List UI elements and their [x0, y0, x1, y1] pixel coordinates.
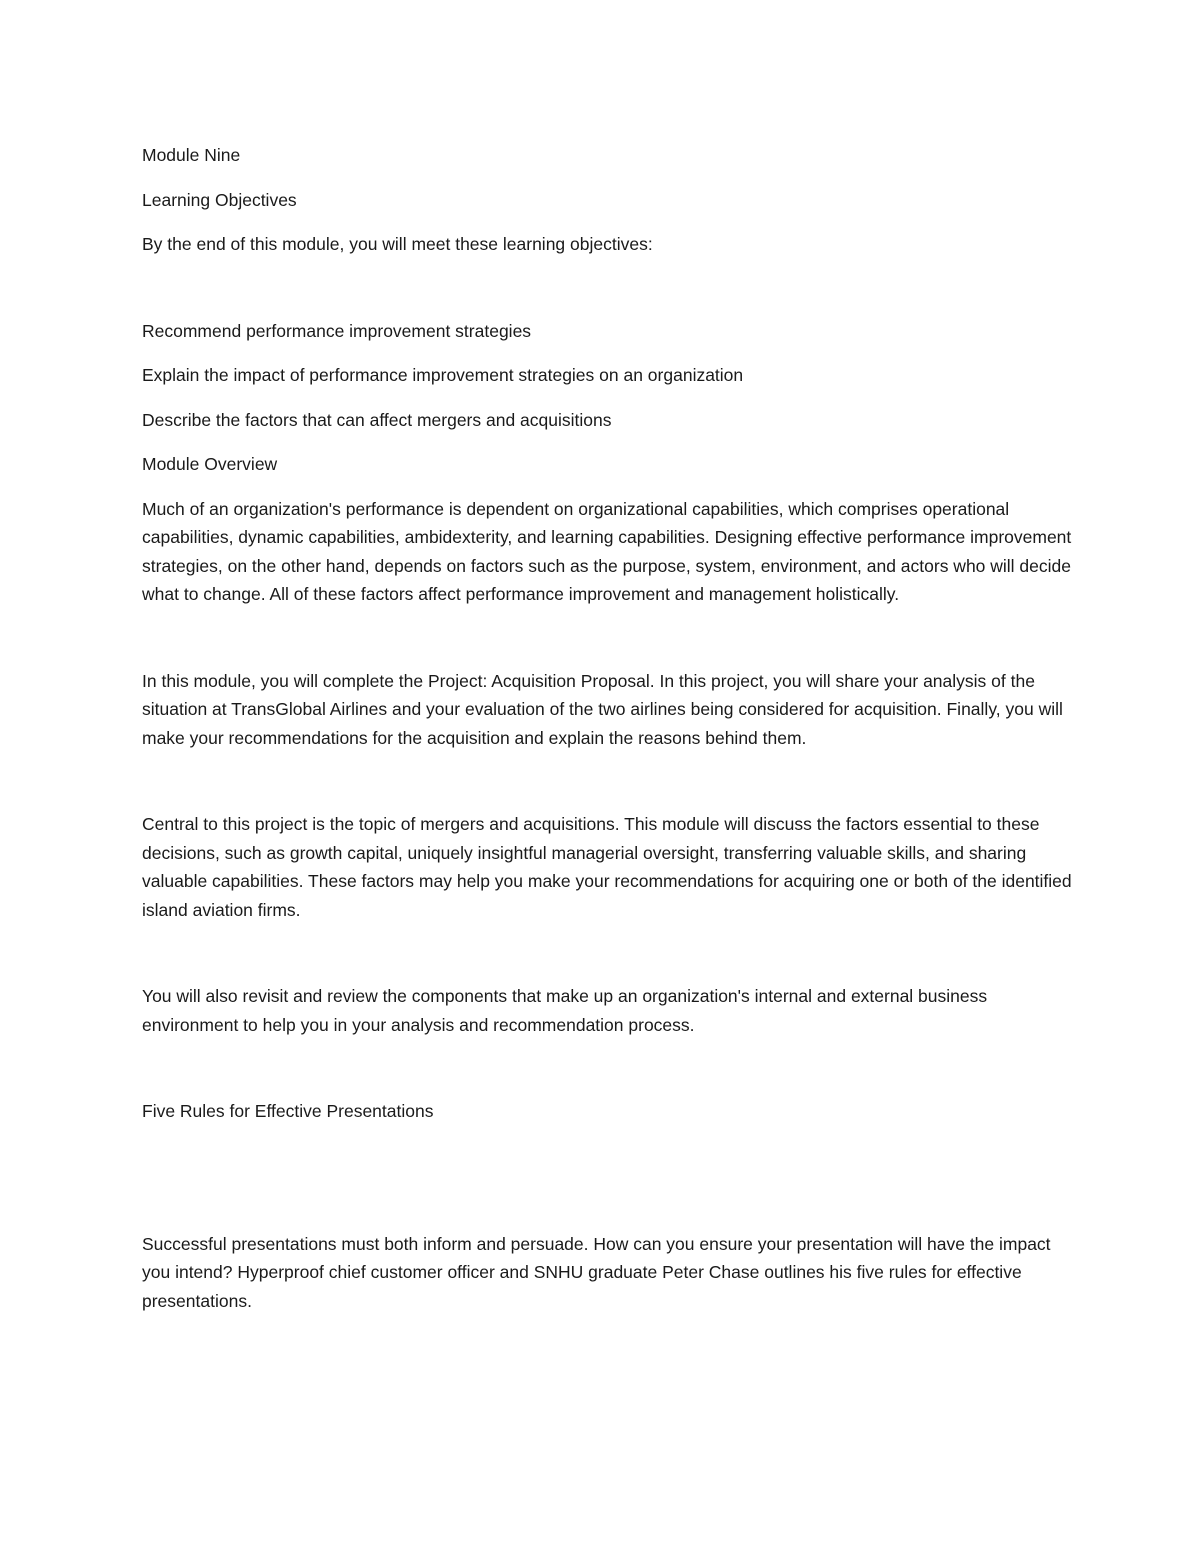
overview-paragraph: You will also revisit and review the components that make up an organization's internal and external business environment to help you in your analysis and recommendation process. — [142, 986, 988, 1035]
objective-item: Describe the factors that can affect mergers and acquisitions — [142, 409, 612, 430]
overview-paragraph: In this module, you will complete the Project: Acquisition Proposal. In this project, you will share your analysis of the situation at TransGlobal Airlines and your evaluation of the two airlines being considered for acquisition. Finally, you will make your recommendations for the acquisition and explain the reasons behind them. — [142, 670, 1063, 748]
objective-item: Explain the impact of performance improvement strategies on an organization — [142, 365, 744, 385]
module-title: Module Nine — [142, 145, 241, 165]
overview-paragraph: Much of an organization's performance is dependent on organizational capabilities, which comprises operational capabilities, dynamic capabilities, ambidexterity, and learning capabilities. Designing effective performance improvement strategies, on the other hand, depends on factors such as the purpose, system, environment, and actors who will decide what to change. All of these factors affect performance improvement and management holistically. — [142, 498, 1072, 604]
overview-paragraph: Central to this project is the topic of mergers and acquisitions. This module will discuss the factors essential to these decisions, such as growth capital, uniquely insightful managerial oversight, transferring valuable skills, and sharing valuable capabilities. These factors may help you make your recommendations for acquiring one or both of the identified island aviation firms. — [142, 814, 1072, 920]
presentations-paragraph: Successful presentations must both inform and persuade. How can you ensure your presentation will have the impact you intend? Hyperproof chief customer officer and SNHU graduate Peter Chase outlines his five rules for effective presentations. — [142, 1233, 1051, 1311]
objective-item: Recommend performance improvement strategies — [142, 320, 532, 341]
presentations-heading: Five Rules for Effective Presentations — [142, 1101, 434, 1121]
objectives-intro: By the end of this module, you will meet these learning objectives: — [142, 234, 653, 254]
objectives-heading: Learning Objectives — [142, 189, 297, 210]
overview-heading: Module Overview — [142, 454, 278, 474]
document-body — [142, 141, 1072, 1315]
